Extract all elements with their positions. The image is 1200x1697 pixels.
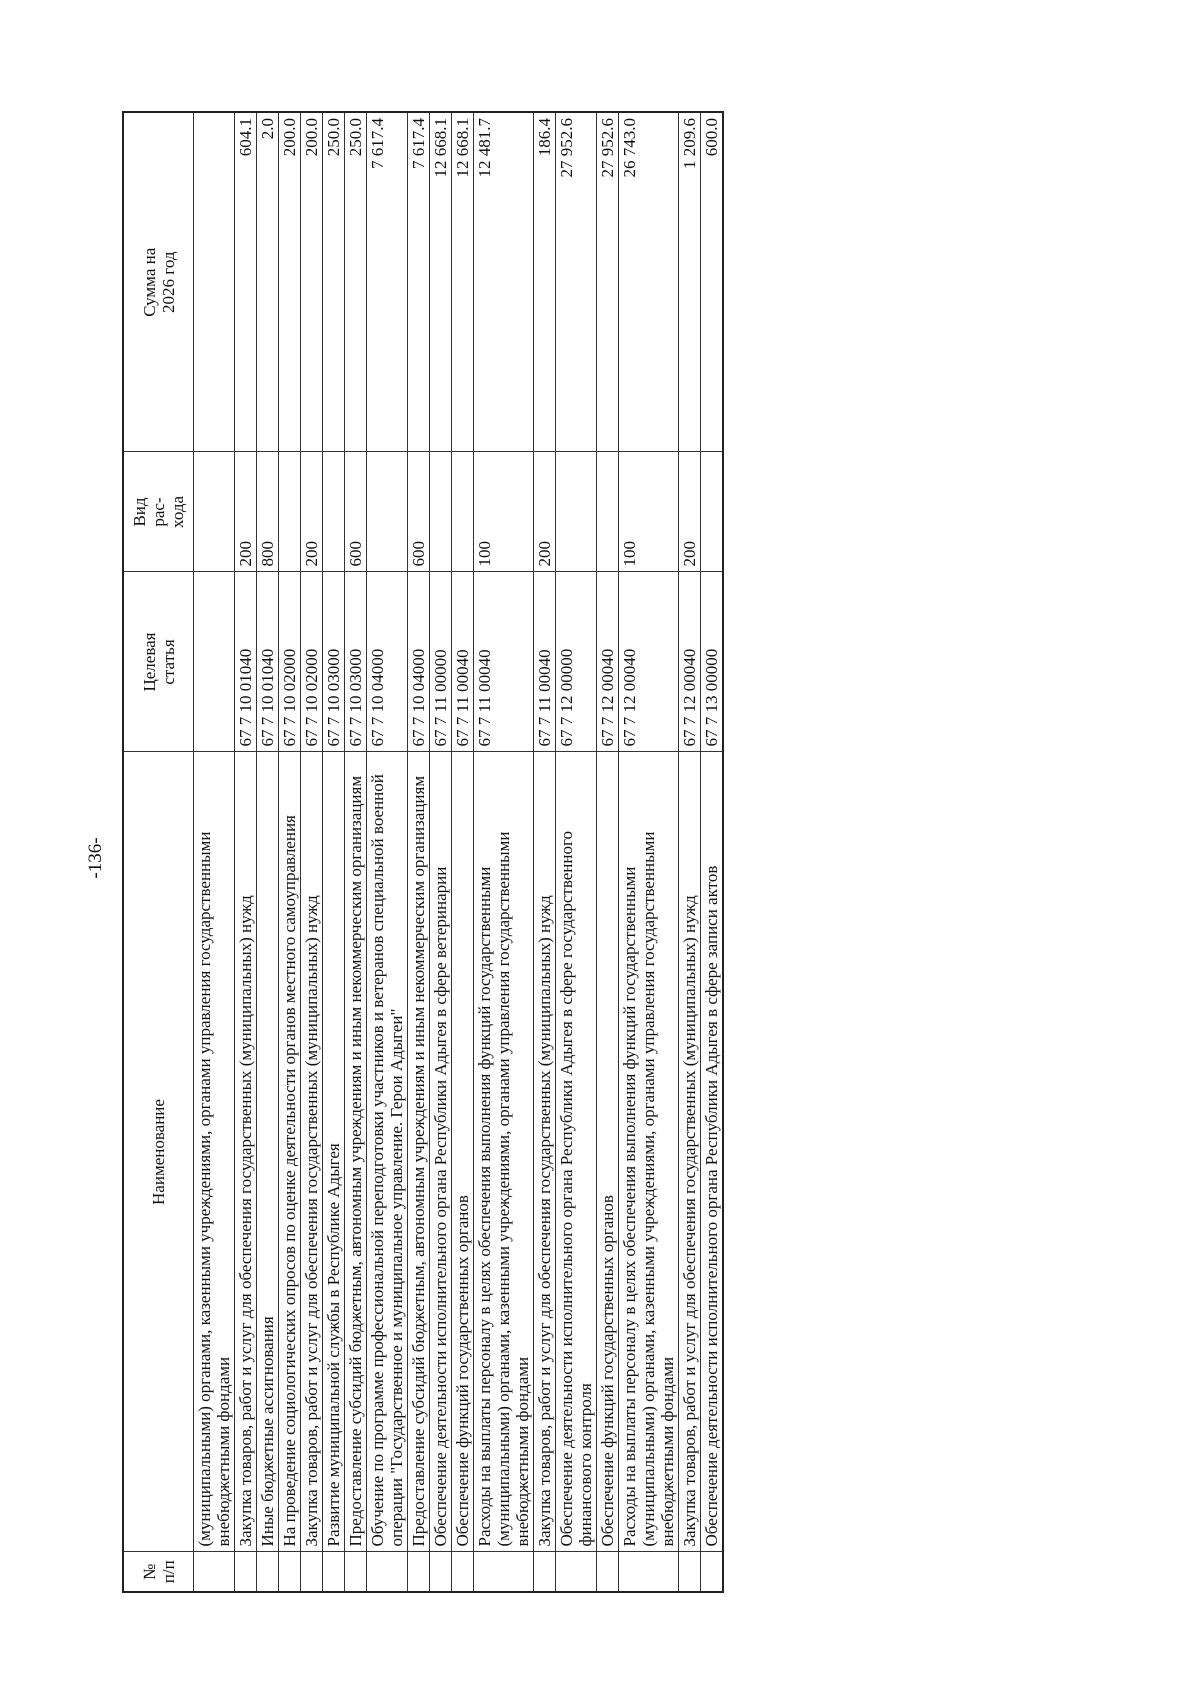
table-row: [279, 112, 301, 1592]
row-sum: 7 617.4: [408, 112, 430, 452]
row-target: 67 7 10 03000: [323, 572, 345, 752]
header-name: Наименование: [123, 752, 194, 1552]
row-type: [323, 452, 345, 572]
row-type: 200: [534, 452, 556, 572]
table-body: [194, 112, 724, 1592]
header-sum: Сумма на 2026 год: [123, 112, 194, 452]
table-row: [452, 112, 474, 1592]
row-sum: 186.4: [534, 112, 556, 452]
row-sum: 200.0: [279, 112, 301, 452]
row-name: Предоставление субсидий бюджетным, автономным учреждениям и иным некоммерческим организациям: [408, 752, 430, 1552]
row-num: [701, 1552, 724, 1592]
table-row: [619, 112, 679, 1592]
table-row: [534, 112, 556, 1592]
row-target: 67 7 13 00000: [701, 572, 724, 752]
row-sum: 26 743.0: [619, 112, 679, 452]
row-type: 100: [474, 452, 534, 572]
row-target: 67 7 11 00040: [452, 572, 474, 752]
row-type: [452, 452, 474, 572]
table-row: [345, 112, 367, 1592]
row-target: 67 7 10 01040: [235, 572, 257, 752]
row-num: [367, 1552, 408, 1592]
row-type: 600: [345, 452, 367, 572]
row-type: [430, 452, 452, 572]
row-target: 67 7 10 03000: [345, 572, 367, 752]
row-type: 200: [301, 452, 323, 572]
row-target: 67 7 11 00040: [474, 572, 534, 752]
row-num: [323, 1552, 345, 1592]
row-name: На проведение социологических опросов по оценке деятельности органов местного самоуправления: [279, 752, 301, 1552]
row-type: [701, 452, 724, 572]
row-name: Обучение по программе профессиональной переподготовки участников и ветеранов специальной военной операции "Государственное и муниципальное управление. Герои Адыгеи": [367, 752, 408, 1552]
row-num: [279, 1552, 301, 1592]
row-type: 200: [235, 452, 257, 572]
row-type: 600: [408, 452, 430, 572]
row-name: Закупка товаров, работ и услуг для обеспечения государственных (муниципальных) нужд: [301, 752, 323, 1552]
row-num: [679, 1552, 701, 1592]
row-name: Обеспечение деятельности исполнительного органа Республики Адыгея в сфере государственного финансового контроля: [556, 752, 597, 1552]
row-name: Обеспечение деятельности исполнительного органа Республики Адыгея в сфере записи актов: [701, 752, 724, 1552]
row-target: 67 7 10 04000: [367, 572, 408, 752]
row-num: [301, 1552, 323, 1592]
table-row: [430, 112, 452, 1592]
page-number: -136-: [85, 837, 106, 879]
row-target: 67 7 12 00040: [619, 572, 679, 752]
budget-table: [122, 111, 724, 1593]
row-target: [194, 572, 235, 752]
row-num: [408, 1552, 430, 1592]
row-sum: 604.1: [235, 112, 257, 452]
row-name: (муниципальными) органами, казенными учреждениями, органами управления государственными внебюджетными фондами: [194, 752, 235, 1552]
row-sum: 12 668.1: [430, 112, 452, 452]
header-target: Целевая статья: [123, 572, 194, 752]
row-name: Предоставление субсидий бюджетным, автономным учреждениям и иным некоммерческим организациям: [345, 752, 367, 1552]
row-type: [279, 452, 301, 572]
table-row: [301, 112, 323, 1592]
row-num: [345, 1552, 367, 1592]
row-num: [452, 1552, 474, 1592]
table-row: [194, 112, 235, 1592]
row-type: [597, 452, 619, 572]
row-sum: 12 481.7: [474, 112, 534, 452]
row-num: [430, 1552, 452, 1592]
row-sum: 7 617.4: [367, 112, 408, 452]
table-row: [408, 112, 430, 1592]
row-type: [556, 452, 597, 572]
row-name: Расходы на выплаты персоналу в целях обеспечения выполнения функций государственными (муниципальными) органами, казенными учреждениями, органами управления государственными внебюджетными фондами: [474, 752, 534, 1552]
row-sum: 12 668.1: [452, 112, 474, 452]
row-target: 67 7 12 00040: [597, 572, 619, 752]
row-type: 800: [257, 452, 279, 572]
table-header-row: [123, 112, 194, 1592]
row-target: 67 7 12 00040: [679, 572, 701, 752]
row-sum: 200.0: [301, 112, 323, 452]
row-name: Расходы на выплаты персоналу в целях обеспечения выполнения функций государственными (муниципальными) органами, казенными учреждениями, органами управления государственными внебюджетными фондами: [619, 752, 679, 1552]
table-row: [474, 112, 534, 1592]
row-type: 200: [679, 452, 701, 572]
row-name: Закупка товаров, работ и услуг для обеспечения государственных (муниципальных) нужд: [235, 752, 257, 1552]
row-num: [534, 1552, 556, 1592]
row-name: Обеспечение функций государственных органов: [452, 752, 474, 1552]
row-name: Обеспечение деятельности исполнительного органа Республики Адыгея в сфере ветеринарии: [430, 752, 452, 1552]
row-num: [556, 1552, 597, 1592]
row-sum: 27 952.6: [556, 112, 597, 452]
row-sum: [194, 112, 235, 452]
row-sum: 250.0: [345, 112, 367, 452]
table-row: [679, 112, 701, 1592]
row-num: [194, 1552, 235, 1592]
row-sum: 2.0: [257, 112, 279, 452]
row-num: [235, 1552, 257, 1592]
table-row: [257, 112, 279, 1592]
row-type: [194, 452, 235, 572]
row-target: 67 7 10 02000: [301, 572, 323, 752]
row-target: 67 7 10 02000: [279, 572, 301, 752]
table-row: [597, 112, 619, 1592]
rotated-page: [122, 113, 1052, 1593]
row-num: [619, 1552, 679, 1592]
row-sum: 27 952.6: [597, 112, 619, 452]
row-name: Развитие муниципальной службы в Республике Адыгея: [323, 752, 345, 1552]
header-num: № п/п: [123, 1552, 194, 1592]
row-sum: 250.0: [323, 112, 345, 452]
row-name: Обеспечение функций государственных органов: [597, 752, 619, 1552]
row-type: 100: [619, 452, 679, 572]
table-row: [701, 112, 724, 1592]
row-target: 67 7 10 01040: [257, 572, 279, 752]
header-type: Вид рас- хода: [123, 452, 194, 572]
row-sum: 600.0: [701, 112, 724, 452]
row-num: [257, 1552, 279, 1592]
row-target: 67 7 11 00000: [430, 572, 452, 752]
row-target: 67 7 12 00000: [556, 572, 597, 752]
row-name: Закупка товаров, работ и услуг для обеспечения государственных (муниципальных) нужд: [679, 752, 701, 1552]
row-target: 67 7 11 00040: [534, 572, 556, 752]
table-row: [323, 112, 345, 1592]
table-row: [235, 112, 257, 1592]
row-target: 67 7 10 04000: [408, 572, 430, 752]
row-name: Иные бюджетные ассигнования: [257, 752, 279, 1552]
table-row: [367, 112, 408, 1592]
row-name: Закупка товаров, работ и услуг для обеспечения государственных (муниципальных) нужд: [534, 752, 556, 1552]
row-type: [367, 452, 408, 572]
row-num: [474, 1552, 534, 1592]
row-num: [597, 1552, 619, 1592]
row-sum: 1 209.6: [679, 112, 701, 452]
table-row: [556, 112, 597, 1592]
